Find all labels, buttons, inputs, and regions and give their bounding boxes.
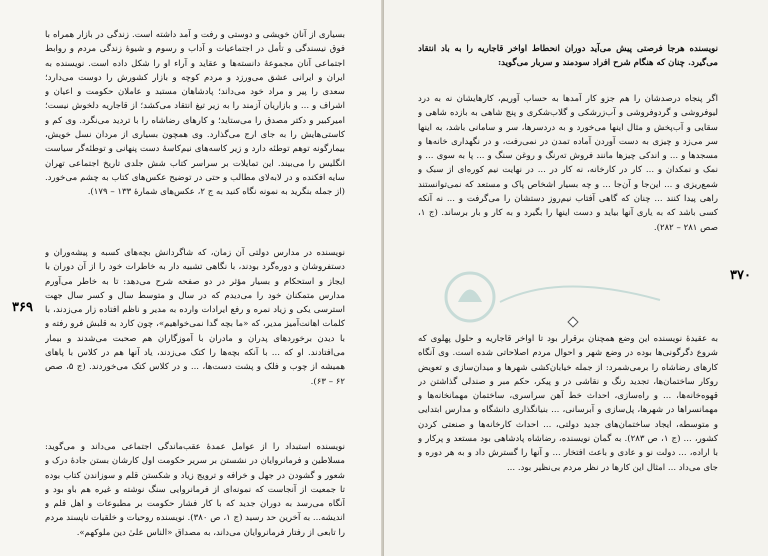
- left-paragraph-3: نویسنده استبداد را از عوامل عمدهٔ عقب‌ماندگی اجتماعی می‌داند و می‌گوید: مسلاطین و فرمانروایان در نشستن بر سریر حکومت اول کارشان بستن جادهٔ درک و شعور و گشودن در جهل و خرافه و ترویج زیاد و شکستن قلم و سوزاندن کتاب بوده تا جمعیت از آنجاست که نمونه‌ای از فرمانروایی سنگ نوشته و غیره هم باو بود و آنگاه می‌رسد به دوران جدید که با کار فشار حکومت بر مطبوعات و اهل قلم و اندیشه... به آخرین حد رسید (ج ۱، ص ۳۸۰). نویسنده روحیات و خلقیات ناپسند مردم را تابعی از رفتار فرمانروایان می‌داند، به مصداق «الناس علیٰ دین ملوکهم».: [45, 442, 345, 538]
- right-paragraph-2: به عقیدهٔ نویسنده این وضع همچنان برقرار بود تا اواخر قاجاریه و حلول پهلوی که شروع دگرگونی‌ها بوده در وضع شهر و احوال مردم اصلاحاتی شده است. وی آنگاه کارهای رضاشاه را برمی‌شمرد: از جمله خیابان‌کشی شهرها و میدان‌سازی و تعویض روکار ساختمان‌ها، تجدید رنگ و نقاشی در و پیکر، حکم مبر و صندلی گذاشتن در قهوه‌خانه‌ها، ... و راه‌سازی، احداث خط آهن سراسری، ساختمان مهمانخانه‌ها و مهمانسراها در شهرها، پل‌سازی و آبرسانی، ... بنیانگذاری دانشگاه و مدارس ابتدایی و متوسطه، ایجاد ساختمان‌های جدید دولتی، ... احداث کارخانه‌ها و صنعتی کردن کشور، ... (ج ۱، ص ۲۸۳). به گمان نویسنده، رضاشاه پادشاهی بود مستعد و پرکار و با اراده، ... دولت نو و عادی و باعث افتخار ... و آنها را گسترش داد و به هر دوره و جای می‌داد ... امثال این کارها در نظر مردم بی‌نظیر بود. ...: [418, 334, 718, 473]
- section-separator: [567, 316, 578, 327]
- left-paragraph-2: نویسنده در مدارس دولتی آن زمان، که شاگردانش بچه‌های کسبه و پیشه‌وران و دستفروشان و دوره‌گرد بودند، با نگاهی تشبیه دار به خاطرات خود را از آن دوران با ایجاز و استحکام و بسیار مؤثر در دو صفحه شرح می‌دهد: تا به خاطر می‌آورم مدارس متمکنان خود را می‌دیدم که در سال و متوسط سال و کسر سال جهت استرسی یکی و زیاد نمره و رفع ایرادات وارده به مدیر و ناظم افتاده زار می‌زدند، با کلمات اهانت‌آمیز مدیر، که «ما بچه گدا نمی‌خواهیم»، چون کارد به قلبش فرو رفته و با دیدن برخوردهای پدران و مادران با آموزگاران هم صحبت می‌شدند و بیمار می‌افتادند. او که ... با آنکه بچه‌ها را کتک می‌زدند، یاد آنها هم در کلاس با پاهای همیشه از چوب و فلک و پشت دست‌ها، ... و در کلاس کتک می‌خوردند. (ج ۵، صص ۶۲ – ۶۳).: [45, 248, 345, 387]
- right-page-number: ۳۷۰: [730, 268, 751, 283]
- left-paragraph-1: بسیاری از آنان خویشی و دوستی و رفت و آمد داشته است. زندگی در بازار همراه با فوق نیسندگی و تأمل در اجتماعیات و آداب و رسوم و شیوهٔ زندگی مردم و روابط اجتماعی آنان مجموعهٔ دانسته‌ها و عقاید و آراء او را شکل داده است. نویسنده به ایران و ایرانی عشق می‌ورزد و مردم کوچه و بازار کشورش را دوست می‌دارد؛ سعدی را پیر و مراد خود می‌داند؛ پادشاهان مستبد و عاملان حکومت و اعیان و اشراف و ... و بازاریان آزمند را به زیر تیغ انتقاد می‌کشد؛ از قاجاریه دلخوش نیست؛ امیرکبیر و دکتر مصدق را می‌ستاید؛ و کارهای رضاشاه را با تردید می‌نگرد. وی کم و کاستی‌هایش را به جای ارج می‌گذارد. وی همچون بسیاری از مردان نسل خویش، بیمارگونه توهم توطئه دارد و زیر کاسه‌های نیم‌کاسهٔ دست پنهانی و توطئه‌گر سیاست انگلیس را می‌بیند. این تمایلات بر سراسر کتاب شش جلدی تاریخ اجتماعی تهران سایه افکنده و در لابه‌لای مطالب و حتی در توضیح عکس‌های کتاب به چشم می‌خورد. (از جمله بنگرید به نمونه نگاه کنید به ج ۲، عکس‌های شمارهٔ ۱۳۳ – ۱۷۹).: [45, 30, 345, 198]
- right-quote-paragraph: اگر پنجاه درصدشان را هم جزو کار آمدها به حساب آوریم، کارهایشان نه به درد لیوفروشی و گردوفروشی و آب‌زرشکی و گلاب‌شکری و پنج شاهی به بازده شاهی و سقایی و آب‌پخش و مثال اینها می‌خورد و به دردسرها، سر و سامانی باشد، به اینها سر می‌زد و چیزی به دست آوردن آماده تمدن در نمی‌رفت، و در نگهداری خانه‌ها و مسجدها و ... و اندکی چیزها مانند فروش ته‌رنگ و روغن سنگ و ... پا به سوی ... و نمک و نمکدان و ... کار در کارخانه، نه کار در ... در نهایت نیم کوره‌ای از سبک و شمع‌ریزی و ... این‌جا و آن‌جا ... و چه بسیار اشخاص پاک و مستعد که نمی‌توانستند راهی پیدا کنند ... چنان که گاهی آفتاب نیم‌روز دستشان را می‌گرفت و ... نه آنکه کسی باشد که به یاری آنها بیاید و دست اینها را بگیرد و به کار و بار برساند. (ج ۱، صص ۲۸۱ – ۲۸۲).: [418, 94, 718, 233]
- right-intro-paragraph: نویسنده هرجا فرصتی پیش می‌آید دوران انحطاط اواخر قاجاریه را به باد انتقاد می‌گیرد. چنان که هنگام شرح افراد سودمند و سربار می‌گوید:: [418, 44, 718, 69]
- right-page: [384, 0, 768, 556]
- left-page-number: ۳۶۹: [12, 300, 33, 315]
